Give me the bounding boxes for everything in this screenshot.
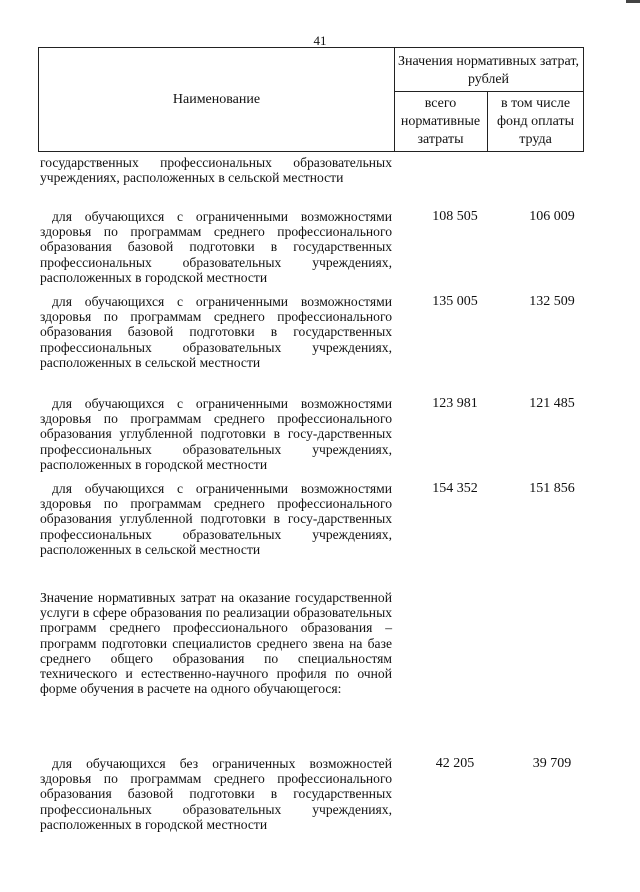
header-total: всего нормативные затраты	[394, 92, 488, 151]
header-name: Наименование	[39, 48, 395, 151]
table-row	[40, 756, 572, 832]
row-fund: 151 856	[529, 481, 575, 496]
header-fund: в том числе фонд оплаты труда	[496, 96, 575, 147]
row-fund: 39 709	[532, 756, 572, 771]
table-header	[38, 47, 584, 152]
row-text: для обучающихся с ограниченными возможностями здоровья по программам среднего профессионального образования углубленной подготовки в госу-дарственных профессиональных образовательных учреждениях, расположенных в сельской местности	[40, 481, 392, 557]
row-text: для обучающихся с ограниченными возможностями здоровья по программам среднего профессионального образования базовой подготовки в государственных профессиональных образовательных учреждениях, расположенных в городской местности	[40, 209, 392, 285]
table-row	[40, 396, 575, 472]
header-values: Значения нормативных затрат, рублей	[394, 48, 583, 92]
row-fund: 106 009	[529, 209, 575, 224]
row-total: 135 005	[432, 294, 478, 309]
row-total: 123 981	[432, 396, 478, 411]
table-row	[40, 590, 392, 696]
table-row	[40, 155, 392, 185]
table-row	[40, 209, 575, 285]
row-text: Значение нормативных затрат на оказание государственной услуги в сфере образования по реализации образовательных программ среднего профессионального образования – программ подготовки специалистов среднего звена на базе среднего общего образования по специальностям технического и естественно-научного профиля по очной форме обучения в расчете на одного обучающегося:	[40, 590, 392, 697]
scan-edge-mark	[626, 0, 640, 17]
row-total: 42 205	[435, 756, 475, 771]
table-row	[40, 481, 575, 557]
row-total: 154 352	[432, 481, 478, 496]
row-text: государственных профессиональных образовательных учреждениях, расположенных в сельской местности	[40, 155, 392, 186]
page-number: 41	[313, 33, 327, 48]
row-text: для обучающихся с ограниченными возможностями здоровья по программам среднего профессионального образования базовой подготовки в государственных профессиональных образовательных учреждениях, расположенных в сельской местности	[40, 294, 392, 370]
row-text: для обучающихся без ограниченных возможностей здоровья по программам среднего профессионального образования базовой подготовки в государственных профессиональных образовательных учреждениях, расположенных в городской местности	[40, 756, 392, 832]
row-fund: 132 509	[529, 294, 575, 309]
row-fund: 121 485	[529, 396, 575, 411]
row-total: 108 505	[432, 209, 478, 224]
row-text: для обучающихся с ограниченными возможностями здоровья по программам среднего профессионального образования углубленной подготовки в госу-дарственных профессиональных образовательных учреждениях, расположенных в городской местности	[40, 396, 392, 472]
table-row	[40, 294, 575, 370]
